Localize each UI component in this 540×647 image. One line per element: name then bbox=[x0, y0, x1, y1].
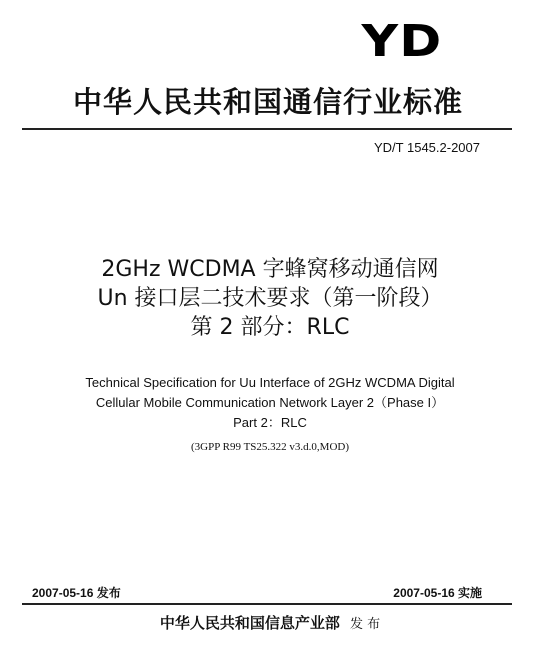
issuer-name: 中华人民共和国信息产业部 bbox=[159, 614, 340, 632]
english-title-line-3: Part 2：RLC bbox=[233, 415, 307, 430]
chinese-title-line-1: 2GHz WCDMA 字蜂窝移动通信网 bbox=[101, 257, 439, 282]
english-title bbox=[0, 373, 540, 433]
header-divider bbox=[22, 128, 512, 130]
release-date: 2007-05-16 发布 bbox=[32, 586, 121, 600]
3gpp-reference: (3GPP R99 TS25.322 v3.d.0,MOD) bbox=[191, 441, 349, 453]
english-title-line-2: Cellular Mobile Communication Network Layer 2（Phase I） bbox=[95, 395, 445, 410]
standard-category-title: 中华人民共和国通信行业标准 bbox=[72, 85, 463, 119]
chinese-title-line-2: Un 接口层二技术要求（第一阶段） bbox=[97, 286, 443, 311]
chinese-title bbox=[0, 255, 540, 342]
chinese-title-line-3: 第 2 部分：RLC bbox=[190, 315, 350, 340]
standard-number: YD/T 1545.2-2007 bbox=[374, 140, 480, 155]
issue-label: 发 布 bbox=[349, 617, 381, 632]
yd-logo: YD bbox=[361, 16, 442, 67]
issuing-authority bbox=[0, 614, 540, 634]
effective-date: 2007-05-16 实施 bbox=[393, 586, 482, 600]
footer-divider bbox=[22, 603, 512, 605]
english-title-line-1: Technical Specification for Uu Interface of 2GHz WCDMA Digital bbox=[85, 375, 455, 390]
